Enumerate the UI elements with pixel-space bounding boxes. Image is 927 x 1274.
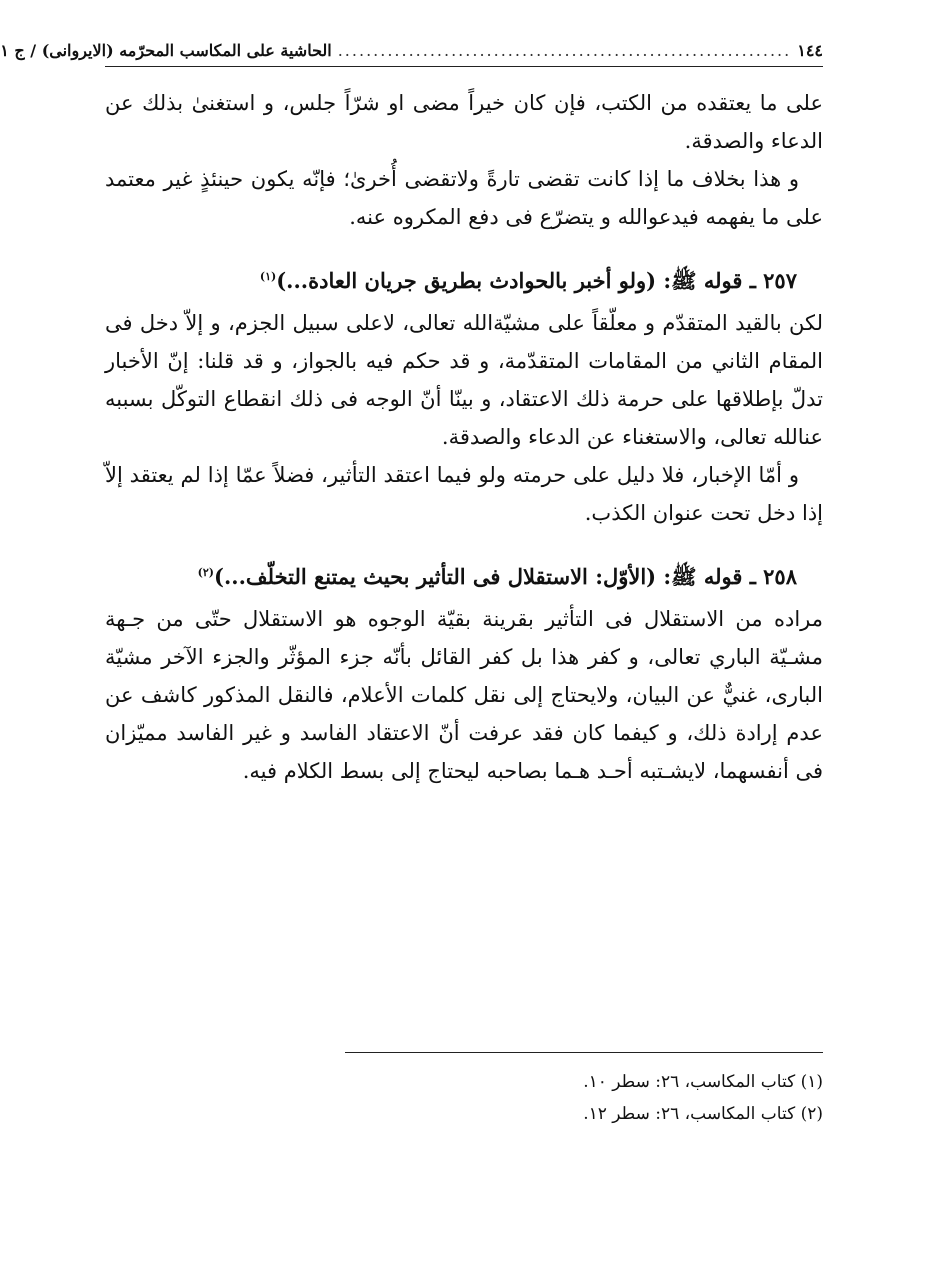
- footnote-2: (٢) كتاب المكاسب، ٢٦: سطر ١٢.: [583, 1104, 823, 1124]
- section-heading-257: [105, 262, 823, 300]
- running-title: الحاشية على المكاسب المحرّمه (الايروانى) / ج ١: [0, 40, 332, 60]
- footnotes: [345, 1066, 823, 1130]
- footnote-ref-1: (١): [259, 270, 277, 283]
- heading-258-text: ٢٥٨ ـ قوله ﷺ: (الأوّل: الاستقلال فى التأثير بحيث يمتنع التخلّف...): [214, 564, 797, 589]
- paragraph-1: على ما يعتقده من الكتب، فإن كان خيراً مضى او شرّاً جلس، و استغنىٰ بذلك عن الدعاء والصدقة.: [105, 91, 823, 153]
- footnote-1: (١) كتاب المكاسب، ٢٦: سطر ١٠.: [583, 1072, 823, 1092]
- footnote-rule: [345, 1052, 823, 1053]
- running-header: [0, 36, 823, 64]
- heading-257-text: ٢٥٧ ـ قوله ﷺ: (ولو أخبر بالحوادث بطريق جريان العادة...): [276, 268, 797, 293]
- header-leader-dots: ................................................................: [337, 40, 792, 60]
- main-text: [105, 84, 823, 790]
- section-heading-258: [105, 558, 823, 596]
- paragraph-5: مراده من الاستقلال فى التأثير بقرينة بقيّة الوجوه هو الاستقلال حتّى من جـهة مشـيّة الباري تعالى، و كفر هذا بل كفر القائل بأنّه جزء المؤثّر والجزء الآخر مشيّة البارى، غنيٌّ عن البيان، ولايحتاج إلى نقل كلمات الأعلام، فالنقل المذكور كاشف عن عدم إرادة ذلك، و كيفما كان فقد عرفت أنّ الاعتقاد الفاسد و غير الفاسد مميّزان فى أنفسهما، لايشـتبه أحـد هـما بصاحبه ليحتاج إلى بسط الكلام فيه.: [105, 607, 823, 783]
- paragraph-4: و أمّا الإخبار، فلا دليل على حرمته ولو فيما اعتقد التأثير، فضلاً عمّا إذا لم يعتقد إلاّ إذا دخل تحت عنوان الكذب.: [105, 463, 823, 525]
- paragraph-3: لكن بالقيد المتقدّم و معلّقاً على مشيّةالله تعالى، لاعلى سبيل الجزم، و إلاّ دخل فى المقام الثاني من المقامات المتقدّمة، و قد حكم فيه بالجواز، و قد قلنا: إنّ الأخبار تدلّ بإطلاقها على حرمة ذلك الاعتقاد، و بينّا أنّ الوجه فى ذلك انقطاع التوكّل بسببه عنالله تعالى، والاستغناء عن الدعاء والصدقة.: [105, 311, 823, 449]
- paragraph-2: و هذا بخلاف ما إذا كانت تقضى تارةً ولاتقضى أُخرىٰ؛ فإنّه يكون حينئذٍ غير معتمد على ما يفهمه فيدعوالله و يتضرّع فى دفع المكروه عنه.: [105, 167, 823, 229]
- footnote-ref-2: (٢): [197, 566, 215, 579]
- page-number: ١٤٤: [797, 40, 823, 60]
- header-rule: [105, 66, 823, 67]
